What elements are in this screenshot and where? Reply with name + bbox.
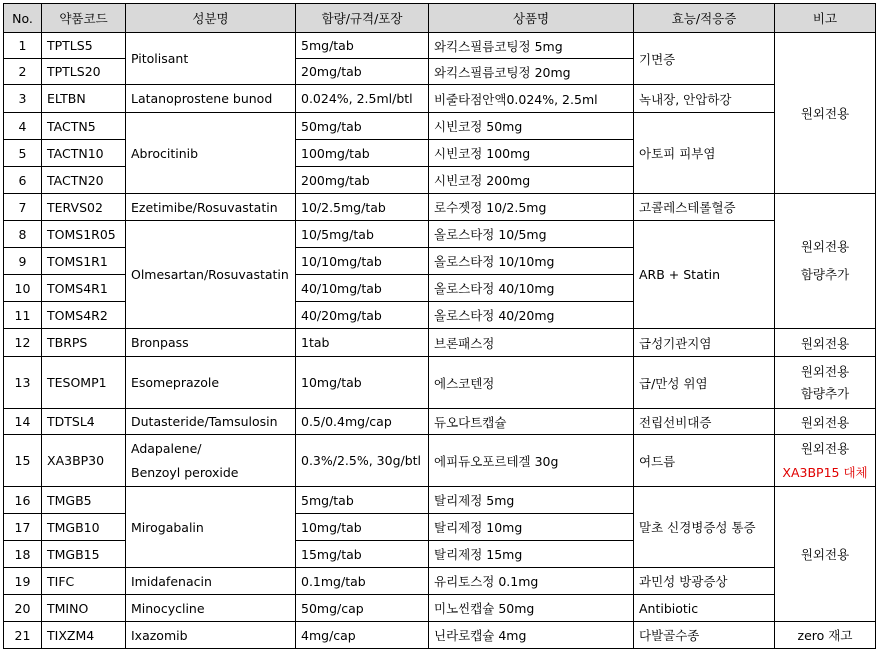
product-name: 에스코텐정 xyxy=(429,357,634,409)
row-no: 7 xyxy=(4,194,42,221)
product-name: 시빈코정 200mg xyxy=(429,167,634,194)
remark xyxy=(775,357,876,409)
drug-code: TACTN10 xyxy=(42,140,126,167)
drug-code: TMGB15 xyxy=(42,541,126,568)
drug-code: TACTN20 xyxy=(42,167,126,194)
dose: 20mg/tab xyxy=(296,59,429,85)
dose: 40/20mg/tab xyxy=(296,302,429,329)
table-row xyxy=(4,409,876,435)
ingredient-line: Adapalene/ xyxy=(131,440,202,456)
header-no: No. xyxy=(4,4,42,33)
row-no: 18 xyxy=(4,541,42,568)
product-name: 시빈코정 100mg xyxy=(429,140,634,167)
ingredient: Ezetimibe/Rosuvastatin xyxy=(126,194,296,221)
ingredient: Olmesartan/Rosuvastatin xyxy=(126,221,296,329)
table-row xyxy=(4,221,876,248)
dose: 40/10mg/tab xyxy=(296,275,429,302)
remark-line: 함량추가 xyxy=(800,385,850,401)
dose: 0.024%, 2.5ml/btl xyxy=(296,85,429,113)
table-row xyxy=(4,329,876,357)
remark-line: 원외전용 xyxy=(800,440,850,456)
product-name: 와킥스필름코팅정 5mg xyxy=(429,33,634,59)
remark-alert: XA3BP15 대체 xyxy=(782,464,868,480)
remark: 원외전용 xyxy=(775,487,876,622)
product-name: 듀오다트캡슐 xyxy=(429,409,634,435)
product-name: 와킥스필름코팅정 20mg xyxy=(429,59,634,85)
dose: 10mg/tab xyxy=(296,357,429,409)
indication: 아토피 피부염 xyxy=(634,113,775,194)
ingredient: Abrocitinib xyxy=(126,113,296,194)
header-row xyxy=(4,4,876,33)
ingredient-line: Benzoyl peroxide xyxy=(131,464,239,480)
indication: 기면증 xyxy=(634,33,775,85)
dose: 10/10mg/tab xyxy=(296,248,429,275)
product-name: 비줄타점안액0.024%, 2.5ml xyxy=(429,85,634,113)
product-name: 미노씬캡슐 50mg xyxy=(429,595,634,622)
drug-code: TESOMP1 xyxy=(42,357,126,409)
row-no: 3 xyxy=(4,85,42,113)
table-row xyxy=(4,622,876,649)
ingredient xyxy=(126,435,296,487)
remark: 원외전용 xyxy=(775,329,876,357)
ingredient: Esomeprazole xyxy=(126,357,296,409)
row-no: 16 xyxy=(4,487,42,514)
dose: 5mg/tab xyxy=(296,33,429,59)
row-no: 14 xyxy=(4,409,42,435)
ingredient: Dutasteride/Tamsulosin xyxy=(126,409,296,435)
header-ingredient: 성분명 xyxy=(126,4,296,33)
product-name: 시빈코정 50mg xyxy=(429,113,634,140)
ingredient: Bronpass xyxy=(126,329,296,357)
indication: 전립선비대증 xyxy=(634,409,775,435)
remark: 원외전용 xyxy=(775,409,876,435)
product-name: 올로스타정 40/10mg xyxy=(429,275,634,302)
product-name: 브론패스정 xyxy=(429,329,634,357)
dose: 10/5mg/tab xyxy=(296,221,429,248)
product-name: 유리토스정 0.1mg xyxy=(429,568,634,595)
dose: 50mg/cap xyxy=(296,595,429,622)
drug-code: TOMS4R1 xyxy=(42,275,126,302)
table-row xyxy=(4,85,876,113)
dose: 10mg/tab xyxy=(296,514,429,541)
indication: 여드름 xyxy=(634,435,775,487)
dose: 0.3%/2.5%, 30g/btl xyxy=(296,435,429,487)
drug-code: TOMS1R05 xyxy=(42,221,126,248)
product-name: 올로스타정 10/10mg xyxy=(429,248,634,275)
ingredient: Imidafenacin xyxy=(126,568,296,595)
dose: 0.5/0.4mg/cap xyxy=(296,409,429,435)
indication: 급/만성 위염 xyxy=(634,357,775,409)
drug-code: TPTLS20 xyxy=(42,59,126,85)
drug-code: TACTN5 xyxy=(42,113,126,140)
drug-code: TOMS4R2 xyxy=(42,302,126,329)
product-name: 올로스타정 40/20mg xyxy=(429,302,634,329)
remark xyxy=(775,435,876,487)
drug-code: TMGB10 xyxy=(42,514,126,541)
remark: zero 재고 xyxy=(775,622,876,649)
table-row xyxy=(4,113,876,140)
drug-code: TPTLS5 xyxy=(42,33,126,59)
row-no: 19 xyxy=(4,568,42,595)
drug-code: TOMS1R1 xyxy=(42,248,126,275)
table-row xyxy=(4,194,876,221)
indication: 다발골수종 xyxy=(634,622,775,649)
header-dose: 함량/규격/포장 xyxy=(296,4,429,33)
row-no: 4 xyxy=(4,113,42,140)
table-row xyxy=(4,568,876,595)
dose: 0.1mg/tab xyxy=(296,568,429,595)
product-name: 탈리제정 15mg xyxy=(429,541,634,568)
indication: 급성기관지염 xyxy=(634,329,775,357)
drug-list-table xyxy=(3,3,876,649)
row-no: 20 xyxy=(4,595,42,622)
header-remark: 비고 xyxy=(775,4,876,33)
indication: Antibiotic xyxy=(634,595,775,622)
row-no: 10 xyxy=(4,275,42,302)
product-name: 로수젯정 10/2.5mg xyxy=(429,194,634,221)
row-no: 5 xyxy=(4,140,42,167)
ingredient: Latanoprostene bunod xyxy=(126,85,296,113)
product-name: 닌라로캡슐 4mg xyxy=(429,622,634,649)
row-no: 6 xyxy=(4,167,42,194)
drug-code: TERVS02 xyxy=(42,194,126,221)
row-no: 12 xyxy=(4,329,42,357)
table-row xyxy=(4,435,876,487)
drug-code: XA3BP30 xyxy=(42,435,126,487)
ingredient: Pitolisant xyxy=(126,33,296,85)
row-no: 17 xyxy=(4,514,42,541)
dose: 100mg/tab xyxy=(296,140,429,167)
drug-code: TMGB5 xyxy=(42,487,126,514)
indication: 말초 신경병증성 통증 xyxy=(634,487,775,568)
drug-code: TBRPS xyxy=(42,329,126,357)
ingredient: Minocycline xyxy=(126,595,296,622)
header-code: 약품코드 xyxy=(42,4,126,33)
ingredient: Ixazomib xyxy=(126,622,296,649)
product-name: 에피듀오포르테겔 30g xyxy=(429,435,634,487)
product-name: 올로스타정 10/5mg xyxy=(429,221,634,248)
dose: 15mg/tab xyxy=(296,541,429,568)
drug-code: TIXZM4 xyxy=(42,622,126,649)
product-name: 탈리제정 5mg xyxy=(429,487,634,514)
dose: 4mg/cap xyxy=(296,622,429,649)
ingredient: Mirogabalin xyxy=(126,487,296,568)
row-no: 11 xyxy=(4,302,42,329)
row-no: 1 xyxy=(4,33,42,59)
row-no: 21 xyxy=(4,622,42,649)
drug-code: TIFC xyxy=(42,568,126,595)
table-row xyxy=(4,33,876,59)
remark: 원외전용 xyxy=(775,33,876,194)
indication: 고콜레스테롤혈증 xyxy=(634,194,775,221)
table-row xyxy=(4,595,876,622)
dose: 5mg/tab xyxy=(296,487,429,514)
indication: 녹내장, 안압하강 xyxy=(634,85,775,113)
row-no: 9 xyxy=(4,248,42,275)
remark-line: 함량추가 xyxy=(800,267,850,282)
dose: 10/2.5mg/tab xyxy=(296,194,429,221)
header-product: 상품명 xyxy=(429,4,634,33)
table-row xyxy=(4,487,876,514)
row-no: 2 xyxy=(4,59,42,85)
drug-code: ELTBN xyxy=(42,85,126,113)
row-no: 15 xyxy=(4,435,42,487)
table-row xyxy=(4,357,876,409)
header-indication: 효능/적응증 xyxy=(634,4,775,33)
row-no: 8 xyxy=(4,221,42,248)
indication: ARB + Statin xyxy=(634,221,775,329)
remark-line: 원외전용 xyxy=(800,239,850,254)
row-no: 13 xyxy=(4,357,42,409)
indication: 과민성 방광증상 xyxy=(634,568,775,595)
remark xyxy=(775,194,876,329)
product-name: 탈리제정 10mg xyxy=(429,514,634,541)
dose: 50mg/tab xyxy=(296,113,429,140)
dose: 200mg/tab xyxy=(296,167,429,194)
drug-code: TDTSL4 xyxy=(42,409,126,435)
drug-code: TMINO xyxy=(42,595,126,622)
remark-line: 원외전용 xyxy=(800,363,850,379)
dose: 1tab xyxy=(296,329,429,357)
